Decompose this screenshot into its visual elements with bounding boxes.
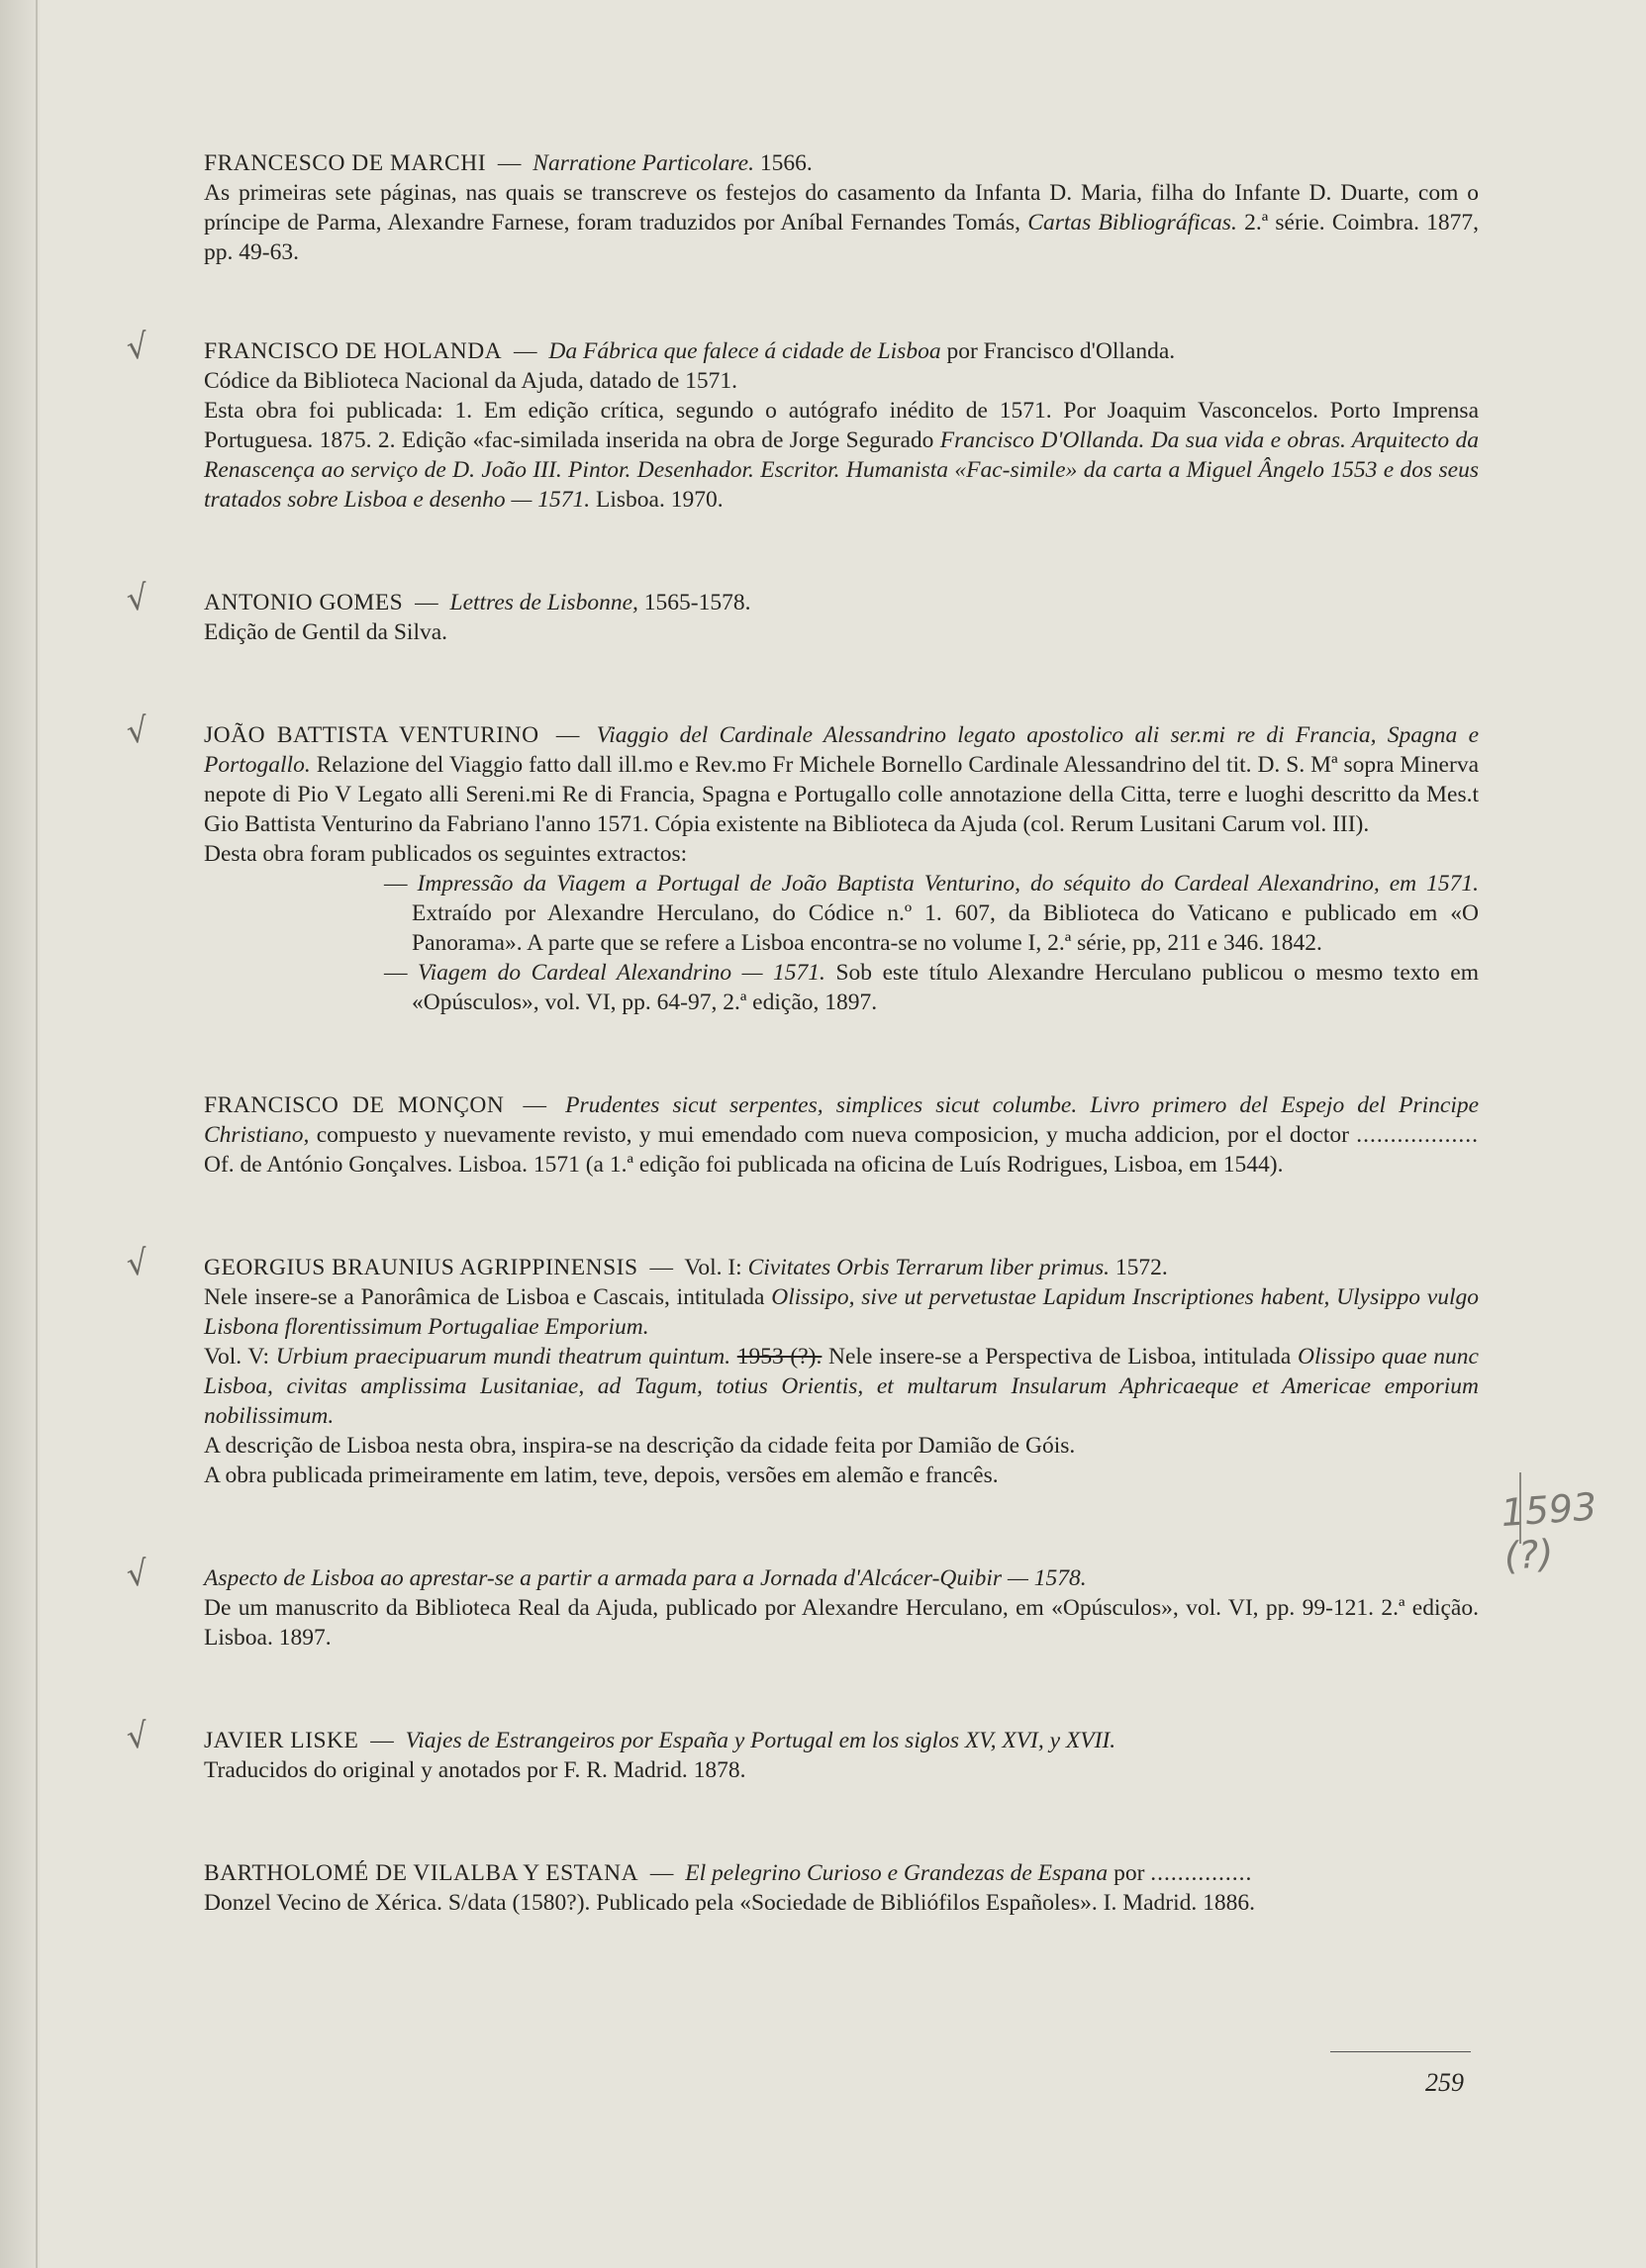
page-edge	[0, 0, 40, 2268]
page-number: 259	[1425, 2068, 1464, 2097]
entry-author: GEORGIUS BRAUNIUS AGRIPPINENSIS	[204, 1255, 638, 1280]
checkmark-icon: √	[124, 1715, 151, 1758]
dash: —	[523, 1092, 546, 1118]
entry-author: ANTONIO GOMES	[204, 590, 404, 615]
extract-body: Extraído por Alexandre Herculano, do Códice n.º 1. 607, da Biblioteca do Vaticano e publicado em «O Panorama». A parte que se refere a Lisboa encontra-se no volume I, 2.ª série, pp, 211 e 346. 1842.	[412, 900, 1479, 956]
entry-reference-tail: Lisboa. 1970.	[596, 487, 724, 513]
entry-francisco-de-holanda	[124, 326, 1479, 515]
dash: —	[497, 150, 522, 176]
entry-title: Civitates Orbis Terrarum liber primus.	[747, 1255, 1110, 1280]
entry-plate-title: Olissipo quae nunc Lisboa, civitas amplissima Lusitaniae, ad Tagum, totius Orientis, et multarum Insularum Aphricaeque et Americae emporium nobilissimum.	[204, 1344, 1479, 1429]
entry-body: Esta obra foi publicada: 1. Em edição crítica, segundo o autógrafo inédito de 1571. Por Joaquim Vasconcelos. Porto Imprensa Portuguesa. 1875. 2. Edição «fac-similada inserida na obra de Jorge Segurado	[204, 398, 1479, 453]
entry-author: JAVIER LISKE	[204, 1728, 359, 1753]
entry-reference-tail: 2.ª série. Coimbra. 1877, pp. 49-63.	[204, 210, 1480, 265]
extract-item	[204, 869, 1479, 958]
entry-body: Nele insere-se a Panorâmica de Lisboa e Cascais, intitulada	[204, 1284, 765, 1310]
entry-extracts-intro: Desta obra foram publicados os seguintes extractos:	[204, 841, 688, 867]
entry-title: Viajes de Estrangeiros por España y Portugal em los siglos XV, XVI, y XVII.	[405, 1728, 1116, 1753]
checkmark-icon: √	[124, 326, 151, 369]
checkmark-icon: √	[124, 577, 151, 620]
extract-body: Sob este título Alexandre Herculano publicou o mesmo texto em «Opúsculos», vol. VI, pp. 64-97, 2.ª edição, 1897.	[412, 960, 1480, 1015]
entry-title: Viaggio del Cardinale Alessandrino legato apostolico ali ser.mi re di Francia, Spagna e Portogallo.	[204, 722, 1480, 778]
dash: —	[649, 1255, 673, 1280]
entry-body: Edição de Gentil da Silva.	[204, 619, 448, 645]
entry-body-continued: Of. de António Gonçalves. Lisboa. 1571 (a 1.ª edição foi publicada na oficina de Luís Rodrigues, Lisboa, em 1544).	[204, 1152, 1284, 1178]
entry-title: Lettres de Lisbonne,	[449, 590, 638, 615]
entry-body: As primeiras sete páginas, nas quais se transcreve os festejos do casamento da Infanta D. Maria, filha do Infante D. Duarte, com o príncipe de Parma, Alexandre Farnese, foram traduzidos por Aníbal Fernandes Tomás,	[204, 180, 1479, 236]
entry-year: 1566.	[759, 150, 813, 176]
dash: —	[649, 1860, 674, 1886]
entry-francesco-de-marchi	[204, 148, 1479, 267]
entry-title-suffix: por Francisco d'Ollanda.	[946, 338, 1176, 364]
dash: —	[384, 871, 408, 897]
entry-georgius-braunius	[124, 1242, 1479, 1490]
entry-reference-title: Cartas Bibliográficas.	[1027, 210, 1237, 236]
entry-author: FRANCESCO DE MARCHI	[204, 150, 487, 176]
entry-body: Relazione del Viaggio fatto dall ill.mo e Rev.mo Fr Michele Bornello Cardinale Alessandrino del tit. D. S. Mª sopra Minerva nepote di Pio V Legato alli Sereni.mi Re di Francia, Spagna e Portugallo colle annotazione della Citta, terre e luoghi descritto da Mes.t Gio Battista Venturino da Fabriano l'anno 1571. Cópia existente na Biblioteca da Ajuda (col. Rerum Lusitani Carum vol. III).	[204, 752, 1479, 837]
entry-antonio-gomes	[124, 577, 1479, 647]
footer-rule	[1330, 2051, 1471, 2052]
bibliography-list	[124, 148, 1480, 1918]
entry-body: A obra publicada primeiramente em latim, teve, depois, versões em alemão e francês.	[204, 1463, 999, 1488]
checkmark-icon: √	[124, 1553, 151, 1596]
entry-author: FRANCISCO DE MONÇON	[204, 1092, 505, 1118]
dash: —	[555, 722, 580, 748]
checkmark-icon: √	[124, 1242, 151, 1285]
entry-author: JOÃO BATTISTA VENTURINO	[204, 722, 539, 748]
leader-dots: ...............	[1150, 1860, 1253, 1886]
entry-volume-label: Vol. V:	[204, 1344, 270, 1370]
entry-title: Narratione Particolare.	[533, 150, 754, 176]
extract-title: Viagem do Cardeal Alexandrino — 1571.	[418, 960, 825, 986]
entry-body: A descrição de Lisboa nesta obra, inspira-se na descrição da cidade feita por Damião de Góis.	[204, 1433, 1076, 1459]
entry-volume-label: Vol. I:	[684, 1255, 742, 1280]
entry-body: compuesto y nuevamente revisto, y mui emendado com nueva composicion, y mucha addicion, por el doctor	[316, 1122, 1349, 1148]
entry-codex: Códice da Biblioteca Nacional da Ajuda, datado de 1571.	[204, 368, 738, 394]
entry-body: Nele insere-se a Perspectiva de Lisboa, intitulada	[828, 1344, 1292, 1370]
dash: —	[384, 960, 408, 986]
dash: —	[415, 590, 438, 615]
entry-author: FRANCISCO DE HOLANDA	[204, 338, 503, 364]
entry-title: Da Fábrica que falece á cidade de Lisboa	[548, 338, 941, 364]
dash: —	[514, 338, 537, 364]
entry-title: El pelegrino Curioso e Grandezas de Espana	[685, 1860, 1109, 1886]
extract-item	[204, 958, 1479, 1017]
entry-francisco-de-moncon	[204, 1090, 1479, 1180]
binding-fold	[36, 0, 38, 2268]
checkmark-icon: √	[124, 709, 151, 753]
entry-title: Prudentes sicut serpentes, simplices sicut columbe. Livro primero del Espejo del Principe Christiano,	[204, 1092, 1480, 1148]
entry-volume-title: Urbium praecipuarum mundi theatrum quintum.	[275, 1344, 731, 1370]
entry-por: por	[1113, 1860, 1145, 1886]
entry-plate-title: Olissipo, sive ut pervetustae Lapidum Inscriptiones habent, Ulysippo vulgo Lisbona florentissimum Portugaliae Emporium.	[204, 1284, 1479, 1340]
entry-body: De um manuscrito da Biblioteca Real da Ajuda, publicado por Alexandre Herculano, em «Opúsculos», vol. VI, pp. 99-121. 2.ª edição. Lisboa. 1897.	[204, 1595, 1479, 1651]
entry-javier-liske	[124, 1715, 1479, 1785]
entry-body: Traducidos do original y anotados por F. R. Madrid. 1878.	[204, 1757, 746, 1783]
entry-year: 1565-1578.	[643, 590, 751, 615]
struck-date: 1953 (?).	[736, 1344, 823, 1370]
entry-joao-battista-venturino	[124, 709, 1480, 1017]
entry-aspecto-de-lisboa	[124, 1553, 1479, 1653]
entry-bartholome-de-vilalba	[204, 1858, 1479, 1918]
entry-author: BARTHOLOMÉ DE VILALBA Y ESTANA	[204, 1860, 639, 1886]
entry-title: Aspecto de Lisboa ao aprestar-se a partir a armada para a Jornada d'Alcácer-Quibir — 1578.	[204, 1565, 1087, 1591]
dash: —	[370, 1728, 394, 1753]
entry-reference-title: Francisco D'Ollanda. Da sua vida e obras. Arquitecto da Renascença ao serviço de D. João III. Pintor. Desenhador. Escritor. Humanista «Fac-simile» da carta a Miguel Ângelo 1553 e dos seus tratados sobre Lisboa e desenho — 1571.	[204, 427, 1479, 513]
extract-title: Impressão da Viagem a Portugal de João Baptista Venturino, do séquito do Cardeal Alexandrino, em 1571.	[417, 871, 1479, 897]
entry-body: Donzel Vecino de Xérica. S/data (1580?). Publicado pela «Sociedade de Bibliófilos Españoles». I. Madrid. 1886.	[204, 1890, 1256, 1916]
handwritten-margin-note: 1593 (?)	[1500, 1484, 1598, 1578]
leader-dots: ..................	[1356, 1122, 1480, 1148]
entry-year: 1572.	[1114, 1255, 1168, 1280]
